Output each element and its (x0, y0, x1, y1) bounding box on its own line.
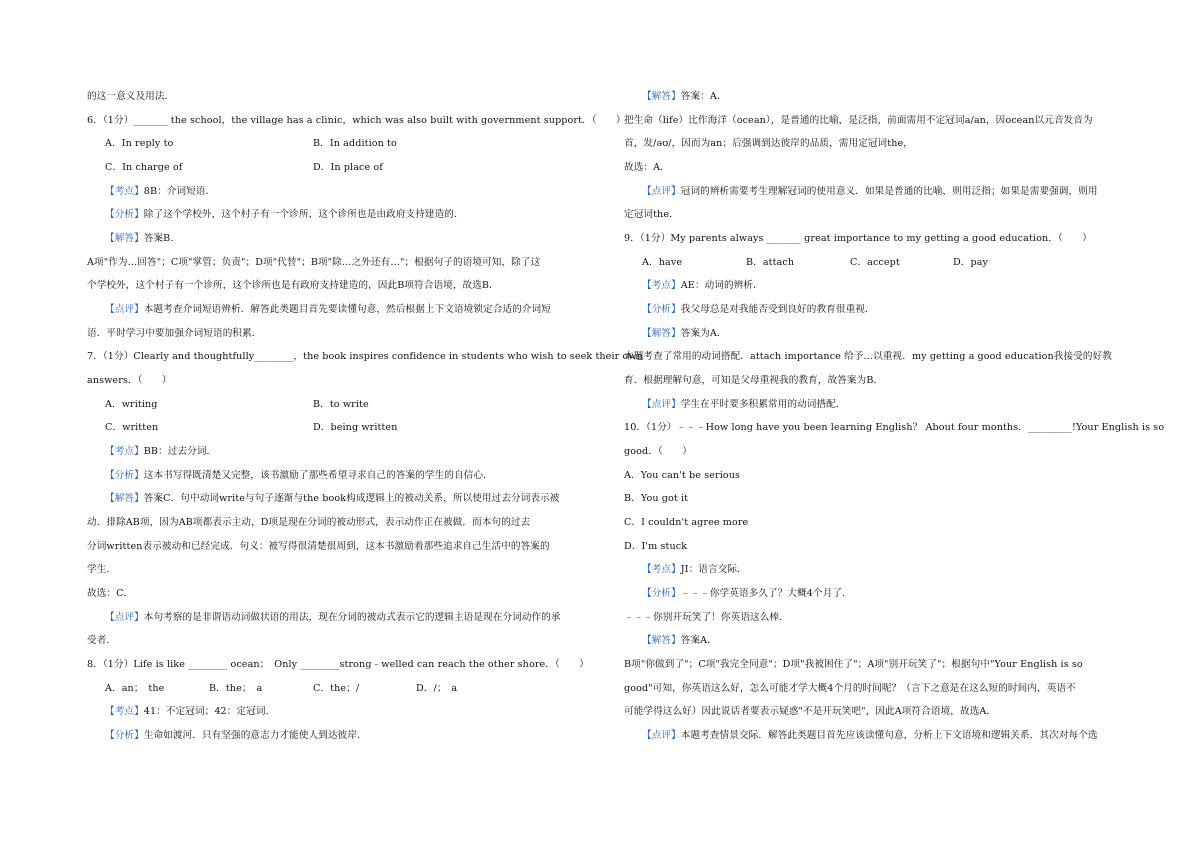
section-tag: 【解答】 (105, 493, 144, 505)
section-tag: 【考点】 (105, 706, 144, 718)
section-tag: 【点评】 (642, 185, 681, 197)
text-line: 个学校外，这个村子有一个诊所，这个诊所也是有政府支持建造的，因此B项符合语境，故选B． (87, 280, 499, 292)
line-text: 8B：介词短语． (143, 185, 216, 197)
answer-option: C．accept (850, 256, 900, 268)
text-line: 可能学得这么好）因此说话者要表示疑惑"不是开玩笑吧"，因此A项符合语境，故选A． (624, 706, 997, 718)
section-tag: 【分析】 (642, 304, 681, 316)
line-text: BB：过去分词． (143, 446, 217, 458)
text-line: good"可知，你英语这么好，怎么可能才学大概4个月的时间呢？（言下之意是在这么短的时间内，英语不 (624, 682, 1076, 694)
line-text: 这本书写得既清楚又完整，该书激励了那些希望寻求自己的答案的学生的自信心． (143, 469, 493, 481)
text-line: 故选：C． (87, 588, 134, 600)
section-tag: 【考点】 (105, 446, 144, 458)
line-text: ﹣﹣﹣你学英语多久了？大概4个月了． (680, 588, 852, 600)
text-line (87, 730, 591, 742)
text-line (87, 162, 591, 174)
text-line (87, 470, 591, 482)
text-line: 定冠词the． (624, 209, 679, 221)
line-text: 答案C．句中动词write与句子逐渐与the book构成逻辑上的被动关系，所以使用过去分词表示被 (143, 493, 560, 505)
answer-option: A．an； the (105, 682, 165, 694)
line-text: 本题考查介词短语辨析．解答此类题目首先要读懂句意，然后根据上下文语境锁定合适的介词短 (143, 304, 551, 316)
line-text: AE：动词的辨析． (680, 280, 763, 292)
line-text: 本句考察的是非谓语动词做状语的用法，现在分词的被动式表示它的逻辑主语是现在分词动作的承 (143, 611, 561, 623)
line-text: 除了这个学校外，这个村子有一个诊所，这个诊所也是由政府支持建造的． (143, 209, 464, 221)
text-line (87, 304, 591, 316)
text-line: 7．（1分）Clearly and thoughtfully________，the book inspires confidence in students who wish to seek their own (87, 351, 643, 363)
answer-option: A．In reply to (105, 138, 174, 150)
text-line: 把生命（life）比作海洋（ocean），是普通的比喻，是泛指，前面需用不定冠词a/an，因ocean以元音发音为 (624, 114, 1093, 126)
text-line: 9．（1分）My parents always _______ great importance to my getting a good education．（ ） (624, 233, 1092, 245)
answer-option: B．the； a (209, 682, 263, 694)
line-text: 我父母总是对我能否受到良好的教育很重视． (680, 304, 875, 316)
text-line (87, 399, 591, 411)
text-line (624, 91, 1129, 103)
line-text: 答案A． (680, 635, 717, 647)
text-line: A．You can't be serious (624, 469, 741, 481)
line-text: 41：不定冠词；42：定冠词． (143, 706, 276, 718)
answer-option: D．being written (313, 422, 398, 434)
answer-option: B．In addition to (313, 138, 397, 150)
text-line (624, 588, 1129, 600)
text-line (624, 399, 1129, 411)
text-line (624, 186, 1129, 198)
section-tag: 【点评】 (642, 398, 681, 410)
text-line: C．I couldn't agree more (624, 517, 749, 529)
text-line (624, 328, 1129, 340)
section-tag: 【点评】 (105, 611, 144, 623)
answer-option: A．have (642, 256, 683, 268)
text-line: 的这一意义及用法． (87, 91, 175, 102)
text-line: 10．（1分）﹣﹣﹣How long have you been learning English？ About four months．_________!Your English is so (624, 422, 1165, 434)
section-tag: 【分析】 (105, 469, 144, 481)
line-text: JI：语言交际． (680, 564, 747, 576)
section-tag: 【分析】 (642, 588, 681, 600)
section-tag: 【考点】 (105, 185, 144, 197)
text-line (87, 683, 591, 695)
section-tag: 【解答】 (105, 233, 144, 245)
text-line (624, 564, 1129, 576)
text-line: 8．（1分）Life is like ________ ocean； Only ________strong﹣welled can reach the other shore．（ ） (87, 659, 589, 671)
text-line (87, 612, 591, 624)
text-line (87, 422, 591, 434)
text-line: ﹣﹣﹣你别开玩笑了！你英语这么棒． (624, 611, 789, 623)
text-line: 故选：A． (624, 162, 670, 173)
text-line (87, 493, 591, 505)
line-text: 答案为A． (680, 327, 727, 339)
text-line (87, 446, 591, 458)
answer-option: C．written (105, 422, 159, 434)
text-line (624, 304, 1129, 316)
answer-option: B．to write (313, 398, 369, 410)
text-line (87, 186, 591, 198)
text-line (87, 233, 591, 245)
section-tag: 【分析】 (105, 730, 144, 742)
text-line (624, 280, 1129, 292)
text-line: answers．（ ） (87, 375, 172, 387)
text-line (624, 257, 1129, 269)
section-tag: 【点评】 (642, 730, 681, 742)
section-tag: 【解答】 (642, 635, 681, 647)
section-tag: 【考点】 (642, 564, 681, 576)
section-tag: 【解答】 (642, 327, 681, 339)
line-text: 答案：A． (680, 91, 727, 102)
section-tag: 【点评】 (105, 304, 144, 316)
text-line: D．I'm stuck (624, 540, 688, 552)
answer-option: A．writing (105, 398, 158, 410)
text-line: 首，发/əʊ/，因而为an；后强调到达彼岸的品质，需用定冠词the， (624, 138, 913, 150)
section-tag: 【分析】 (105, 209, 144, 221)
answer-option: C．In charge of (105, 162, 183, 173)
text-line (87, 138, 591, 150)
text-line (624, 730, 1129, 742)
answer-option: D．In place of (313, 162, 383, 173)
line-text: 冠词的辨析需要考生理解冠词的使用意义．如果是普通的比喻，则用泛指；如果是需要强调，则用 (680, 185, 1098, 197)
text-line: B项"你做到了"；C项"我完全同意"；D项"我被困住了"；A项"别开玩笑了"；根据句中"Your English is so (624, 659, 1083, 671)
text-line: 语．平时学习中要加强介词短语的积累． (87, 327, 262, 339)
text-line: 育．根据理解句意，可知是父母重视我的教育，故答案为B． (624, 375, 884, 387)
text-line: 受者． (87, 635, 117, 647)
text-line (87, 706, 591, 718)
text-line: good．（ ） (624, 446, 692, 458)
answer-option: B．attach (746, 256, 795, 268)
text-line: 学生． (87, 564, 117, 576)
answer-option: D．pay (953, 256, 989, 268)
text-line (87, 209, 591, 221)
line-text: 学生在平时要多积累常用的动词搭配． (680, 398, 846, 410)
text-line (624, 635, 1129, 647)
section-tag: 【考点】 (642, 280, 681, 292)
text-line: 分词written表示被动和已经完成．句义：被写得很清楚很周到，这本书激励着那些追求自己生活中的答案的 (87, 540, 550, 552)
text-line: 6．（1分）_______ the school，the village has a clinic，which was also built with government support．（ ） (87, 114, 626, 126)
text-line: 本题考查了常用的动词搭配．attach importance 给予…以重视．my getting a good education我接受的好教 (624, 351, 1112, 363)
text-line: A项"作为…回答"；C项"掌管；负责"；D项"代替"；B项"除…之外还有…"；根据句子的语境可知，除了这 (87, 256, 541, 268)
line-text: 本题考查情景交际．解答此类题目首先应该读懂句意，分析上下文语境和逻辑关系．其次对每个选 (680, 730, 1098, 742)
text-line: B．You got it (624, 493, 689, 505)
answer-option: C．the；/ (313, 682, 360, 694)
line-text: 生命如渡河．只有坚强的意志力才能使人到达彼岸． (143, 730, 367, 742)
section-tag: 【解答】 (642, 91, 681, 102)
answer-option: D．/； a (416, 682, 458, 694)
text-line: 动．排除AB项，因为AB项都表示主动，D项是现在分词的被动形式，表示动作正在被做．而本句的过去 (87, 517, 531, 529)
line-text: 答案B． (143, 233, 181, 245)
